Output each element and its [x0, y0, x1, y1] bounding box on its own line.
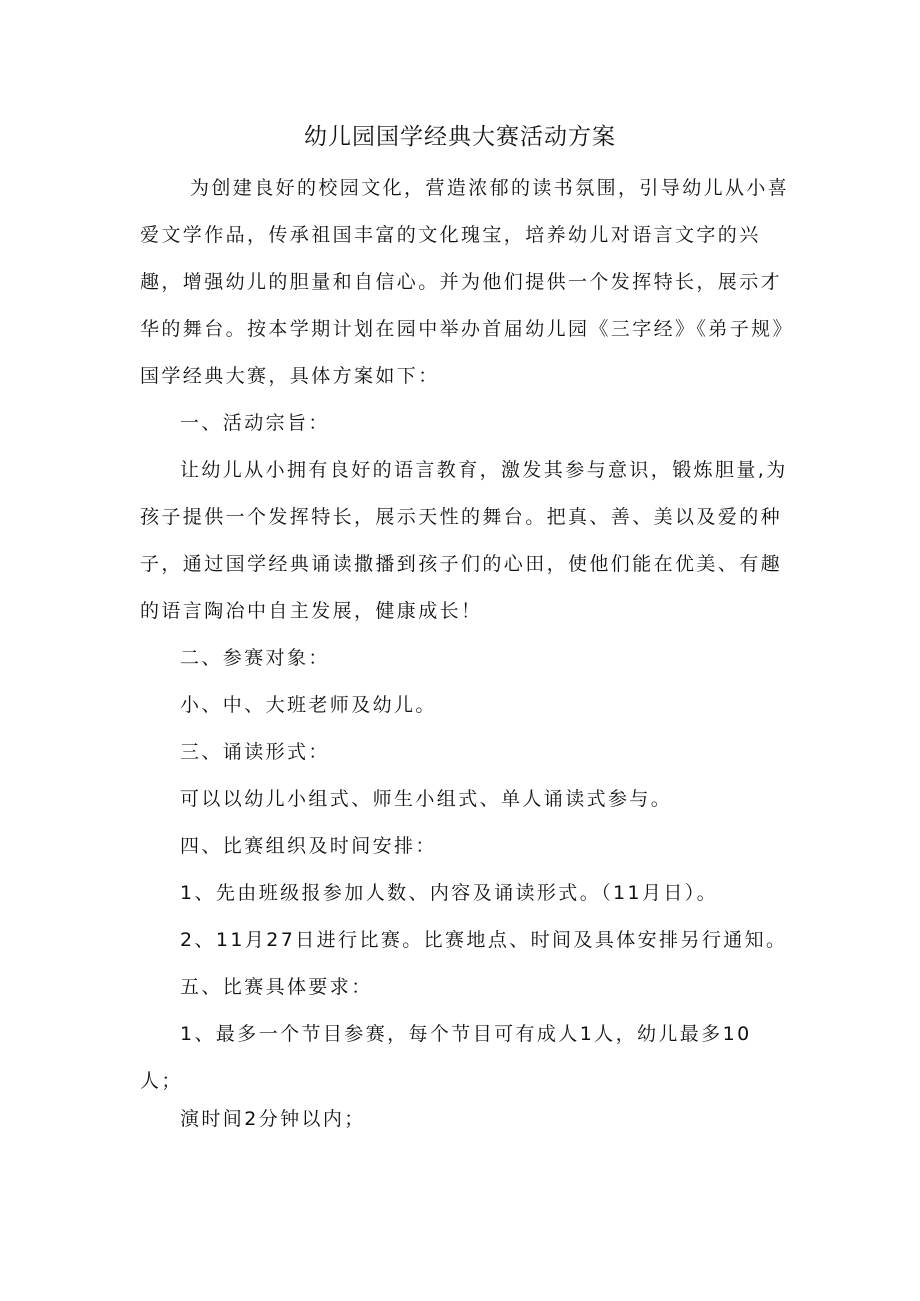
- section-heading-schedule: 四、比赛组织及时间安排：: [180, 835, 437, 857]
- section-heading-participants: 二、参赛对象：: [180, 647, 330, 669]
- section-heading-format: 三、诵读形式：: [180, 741, 330, 763]
- purpose-paragraph: 让幼儿从小拥有良好的语言教育，激发其参与意识，锻炼胆量,为孩子提供一个发挥特长，展示天性的舞台。把真、善、美以及爱的种子，通过国学经典诵读撒播到孩子们的心田，使他们能在优美、有趣的语言陶冶中自主发展，健康成长！: [140, 459, 788, 622]
- format-paragraph: 可以以幼儿小组式、师生小组式、单人诵读式参与。: [180, 788, 673, 810]
- section-heading-purpose: 一、活动宗旨：: [180, 412, 330, 434]
- schedule-item-1: 1、先由班级报参加人数、内容及诵读形式。（11月日）。: [180, 882, 719, 904]
- requirement-item-1: 1、最多一个节目参赛，每个节目可有成人1人，幼儿最多10人；: [140, 1023, 752, 1092]
- section-heading-requirements: 五、比赛具体要求：: [180, 976, 373, 998]
- schedule-item-2: 2、11月27日进行比赛。比赛地点、时间及具体安排另行通知。: [180, 929, 788, 951]
- document-body: [140, 165, 790, 1143]
- requirement-item-1-continued: 演时间2分钟以内；: [180, 1108, 366, 1130]
- participants-paragraph: 小、中、大班老师及幼儿。: [180, 694, 437, 716]
- document-title: 幼儿园国学经典大赛活动方案: [304, 124, 616, 150]
- intro-paragraph: 为创建良好的校园文化，营造浓郁的读书氛围，引导幼儿从小喜爱文学作品，传承祖国丰富的文化瑰宝，培养幼儿对语言文字的兴趣，增强幼儿的胆量和自信心。并为他们提供一个发挥特长，展示才华的舞台。按本学期计划在园中举办首届幼儿园《三字经》《弟子规》国学经典大赛，具体方案如下：: [140, 177, 790, 387]
